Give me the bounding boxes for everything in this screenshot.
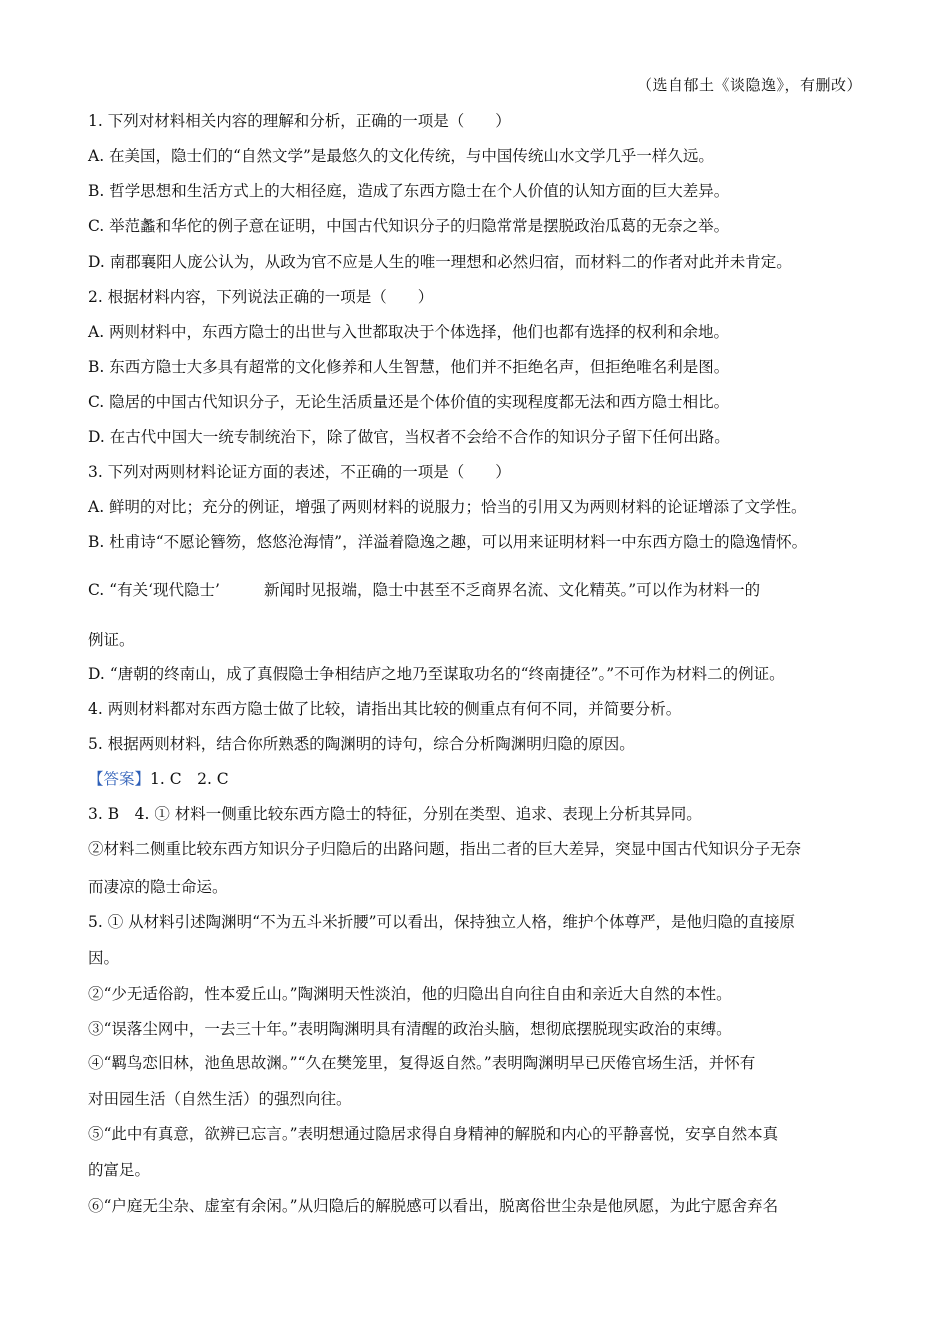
- question-2-option-c: C. 隐居的中国古代知识分子，无论生活质量还是个体价值的实现程度都无法和西方隐士相比。: [88, 393, 730, 411]
- question-2-option-d: D. 在古代中国大一统专制统治下，除了做官，当权者不会给不合作的知识分子留下任何出路。: [88, 428, 730, 446]
- question-1-stem: 1. 下列对材料相关内容的理解和分析，正确的一项是（ ）: [88, 112, 511, 130]
- answer-line-9: ④“羁鸟恋旧林，池鱼思故渊。”“久在樊笼里，复得返自然。”表明陶渊明早已厌倦官场生活，并怀有: [88, 1054, 756, 1072]
- answer-line-12: 的富足。: [88, 1161, 151, 1179]
- question-3-option-c-part1: C. “有关‘现代隐士’: [88, 581, 220, 599]
- answer-line-3: ②材料二侧重比较东西方知识分子归隐后的出路问题，指出二者的巨大差异，突显中国古代知识分子无奈: [88, 840, 802, 858]
- question-1-option-b: B. 哲学思想和生活方式上的大相径庭，造成了东西方隐士在个人价值的认知方面的巨大差异。: [88, 182, 730, 200]
- answer-tag: 【答案】: [88, 770, 151, 788]
- question-3-option-b: B. 杜甫诗“不愿论簪笏，悠悠沧海情”，洋溢着隐逸之趣，可以用来证明材料一中东西方隐士的隐逸情怀。: [88, 533, 808, 551]
- question-3-stem: 3. 下列对两则材料论证方面的表述，不正确的一项是（ ）: [88, 463, 511, 481]
- question-5: 5. 根据两则材料，结合你所熟悉的陶渊明的诗句，综合分析陶渊明归隐的原因。: [88, 735, 635, 753]
- source-citation: （选自郁土《谈隐逸》，有删改）: [636, 76, 862, 94]
- answer-line-5: 5. ① 从材料引述陶渊明“不为五斗米折腰”可以看出，保持独立人格，维护个体尊严，是他归隐的直接原: [88, 913, 795, 931]
- answer-line-1: [88, 769, 229, 789]
- answer-line-11: ⑤“此中有真意，欲辨已忘言。”表明想通过隐居求得自身精神的解脱和内心的平静喜悦，安享自然本真: [88, 1125, 779, 1143]
- question-4: 4. 两则材料都对东西方隐士做了比较，请指出其比较的侧重点有何不同，并简要分析。: [88, 700, 682, 718]
- answer-line-10: 对田园生活（自然生活）的强烈向往。: [88, 1090, 352, 1108]
- question-1-option-a: A. 在美国，隐士们的“自然文学”是最悠久的文化传统，与中国传统山水文学几乎一样久远。: [88, 147, 714, 165]
- answer-line-7: ②“少无适俗韵，性本爱丘山。”陶渊明天性淡泊，他的归隐出自向往自由和亲近大自然的本性。: [88, 985, 732, 1003]
- question-3-option-c-part2: 新闻时见报端，隐士中甚至不乏商界名流、文化精英。”可以作为材料一的: [263, 581, 761, 599]
- question-1-option-d: D. 南郡襄阳人庞公认为，从政为官不应是人生的唯一理想和必然归宿，而材料二的作者对此并未肯定。: [88, 253, 792, 271]
- question-2-stem: 2. 根据材料内容，下列说法正确的一项是（ ）: [88, 288, 434, 306]
- answer-first: 1. C 2. C: [150, 770, 229, 788]
- question-3-option-a: A. 鲜明的对比；充分的例证，增强了两则材料的说服力；恰当的引用又为两则材料的论证增添了文学性。: [88, 498, 807, 516]
- question-2-option-b: B. 东西方隐士大多具有超常的文化修养和人生智慧，他们并不拒绝名声，但拒绝唯名利是图。: [88, 358, 730, 376]
- answer-line-8: ③“误落尘网中，一去三十年。”表明陶渊明具有清醒的政治头脑，想彻底摆脱现实政治的束缚。: [88, 1020, 732, 1038]
- question-3-option-c: [88, 580, 760, 600]
- question-3-option-c-cont: 例证。: [88, 631, 135, 649]
- question-1-option-c: C. 举范蠡和华佗的例子意在证明，中国古代知识分子的归隐常常是摆脱政治瓜葛的无奈之举。: [88, 217, 730, 235]
- question-2-option-a: A. 两则材料中，东西方隐士的出世与入世都取决于个体选择，他们也都有选择的权利和余地。: [88, 323, 730, 341]
- answer-line-13: ⑥“户庭无尘杂、虚室有余闲。”从归隐后的解脱感可以看出，脱离俗世尘杂是他夙愿，为此宁愿舍弃名: [88, 1197, 779, 1215]
- answer-line-6: 因。: [88, 949, 120, 967]
- answer-line-2: 3. B 4. ① 材料一侧重比较东西方隐士的特征，分别在类型、追求、表现上分析其异同。: [88, 805, 702, 823]
- question-3-option-d: D. “唐朝的终南山，成了真假隐士争相结庐之地乃至谋取功名的“终南捷径”。”不可作为材料二的例证。: [88, 665, 785, 683]
- answer-line-4: 而凄凉的隐士命运。: [88, 878, 228, 896]
